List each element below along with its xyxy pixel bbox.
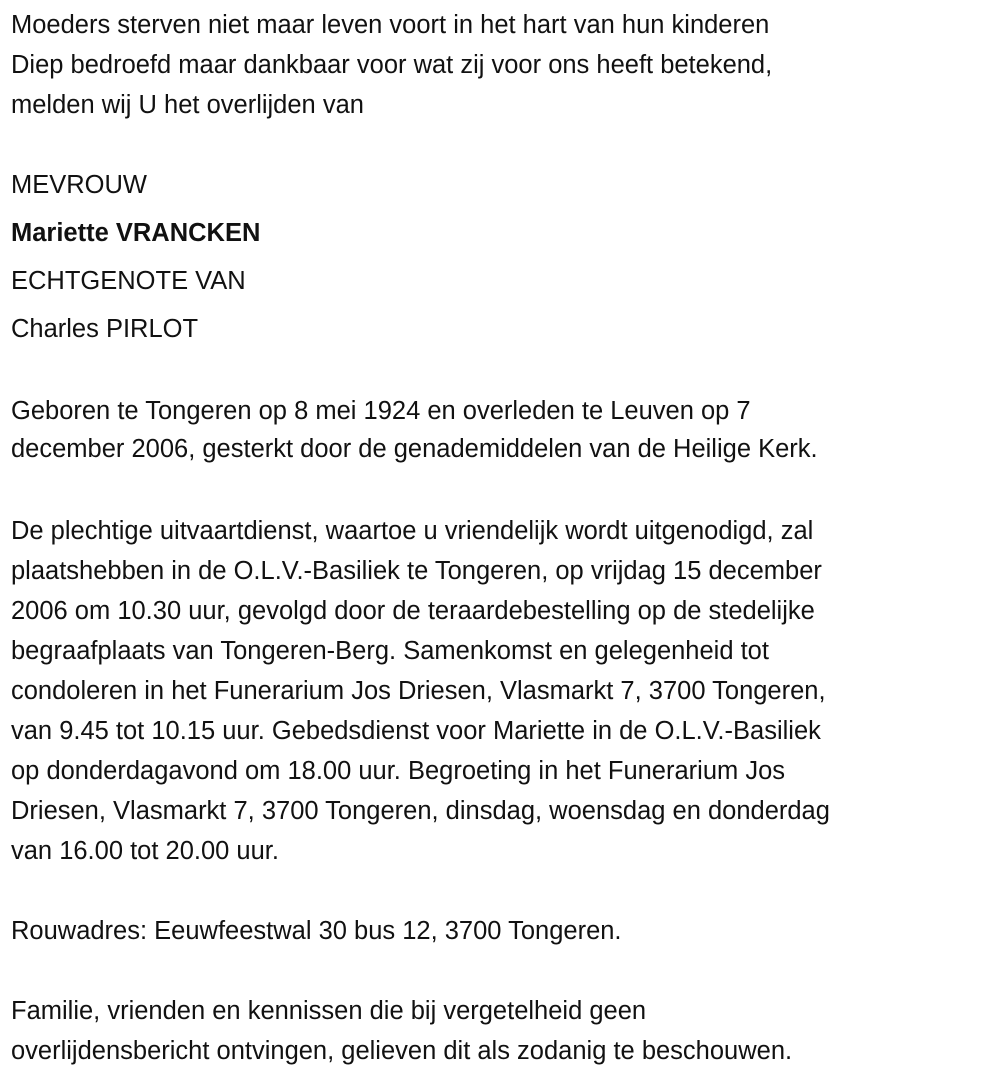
honorific: MEVROUW	[11, 171, 147, 199]
birth-line: Geboren te Tongeren op 8 mei 1924 en overleden te Leuven op 7	[11, 397, 751, 425]
spouse-name: Charles PIRLOT	[11, 315, 199, 343]
service-line: plaatshebben in de O.L.V.-Basiliek te Tongeren, op vrijdag 15 december	[11, 557, 822, 585]
spouse-label: ECHTGENOTE VAN	[11, 267, 246, 295]
service-line: van 9.45 tot 10.15 uur. Gebedsdienst voor Mariette in de O.L.V.-Basiliek	[11, 717, 821, 745]
service-line: begraafplaats van Tongeren-Berg. Samenkomst en gelegenheid tot	[11, 637, 769, 665]
intro-line: melden wij U het overlijden van	[11, 91, 364, 119]
birth-line: december 2006, gesterkt door de genademiddelen van de Heilige Kerk.	[11, 435, 818, 463]
closing-line: Familie, vrienden en kennissen die bij vergetelheid geen	[11, 997, 647, 1025]
deceased-name: Mariette VRANCKEN	[11, 219, 261, 247]
service-line: op donderdagavond om 18.00 uur. Begroeting in het Funerarium Jos	[11, 757, 786, 785]
intro-line: Diep bedroefd maar dankbaar voor wat zij voor ons heeft betekend,	[11, 51, 773, 79]
service-line: De plechtige uitvaartdienst, waartoe u vriendelijk wordt uitgenodigd, zal	[11, 517, 814, 545]
service-line: van 16.00 tot 20.00 uur.	[11, 837, 279, 865]
mourning-address: Rouwadres: Eeuwfeestwal 30 bus 12, 3700 Tongeren.	[11, 917, 622, 945]
service-line: 2006 om 10.30 uur, gevolgd door de teraardebestelling op de stedelijke	[11, 597, 815, 625]
service-line: condoleren in het Funerarium Jos Driesen, Vlasmarkt 7, 3700 Tongeren,	[11, 677, 826, 705]
closing-line: overlijdensbericht ontvingen, gelieven dit als zodanig te beschouwen.	[11, 1037, 793, 1065]
intro-line: Moeders sterven niet maar leven voort in het hart van hun kinderen	[11, 11, 770, 39]
service-line: Driesen, Vlasmarkt 7, 3700 Tongeren, dinsdag, woensdag en donderdag	[11, 797, 830, 825]
